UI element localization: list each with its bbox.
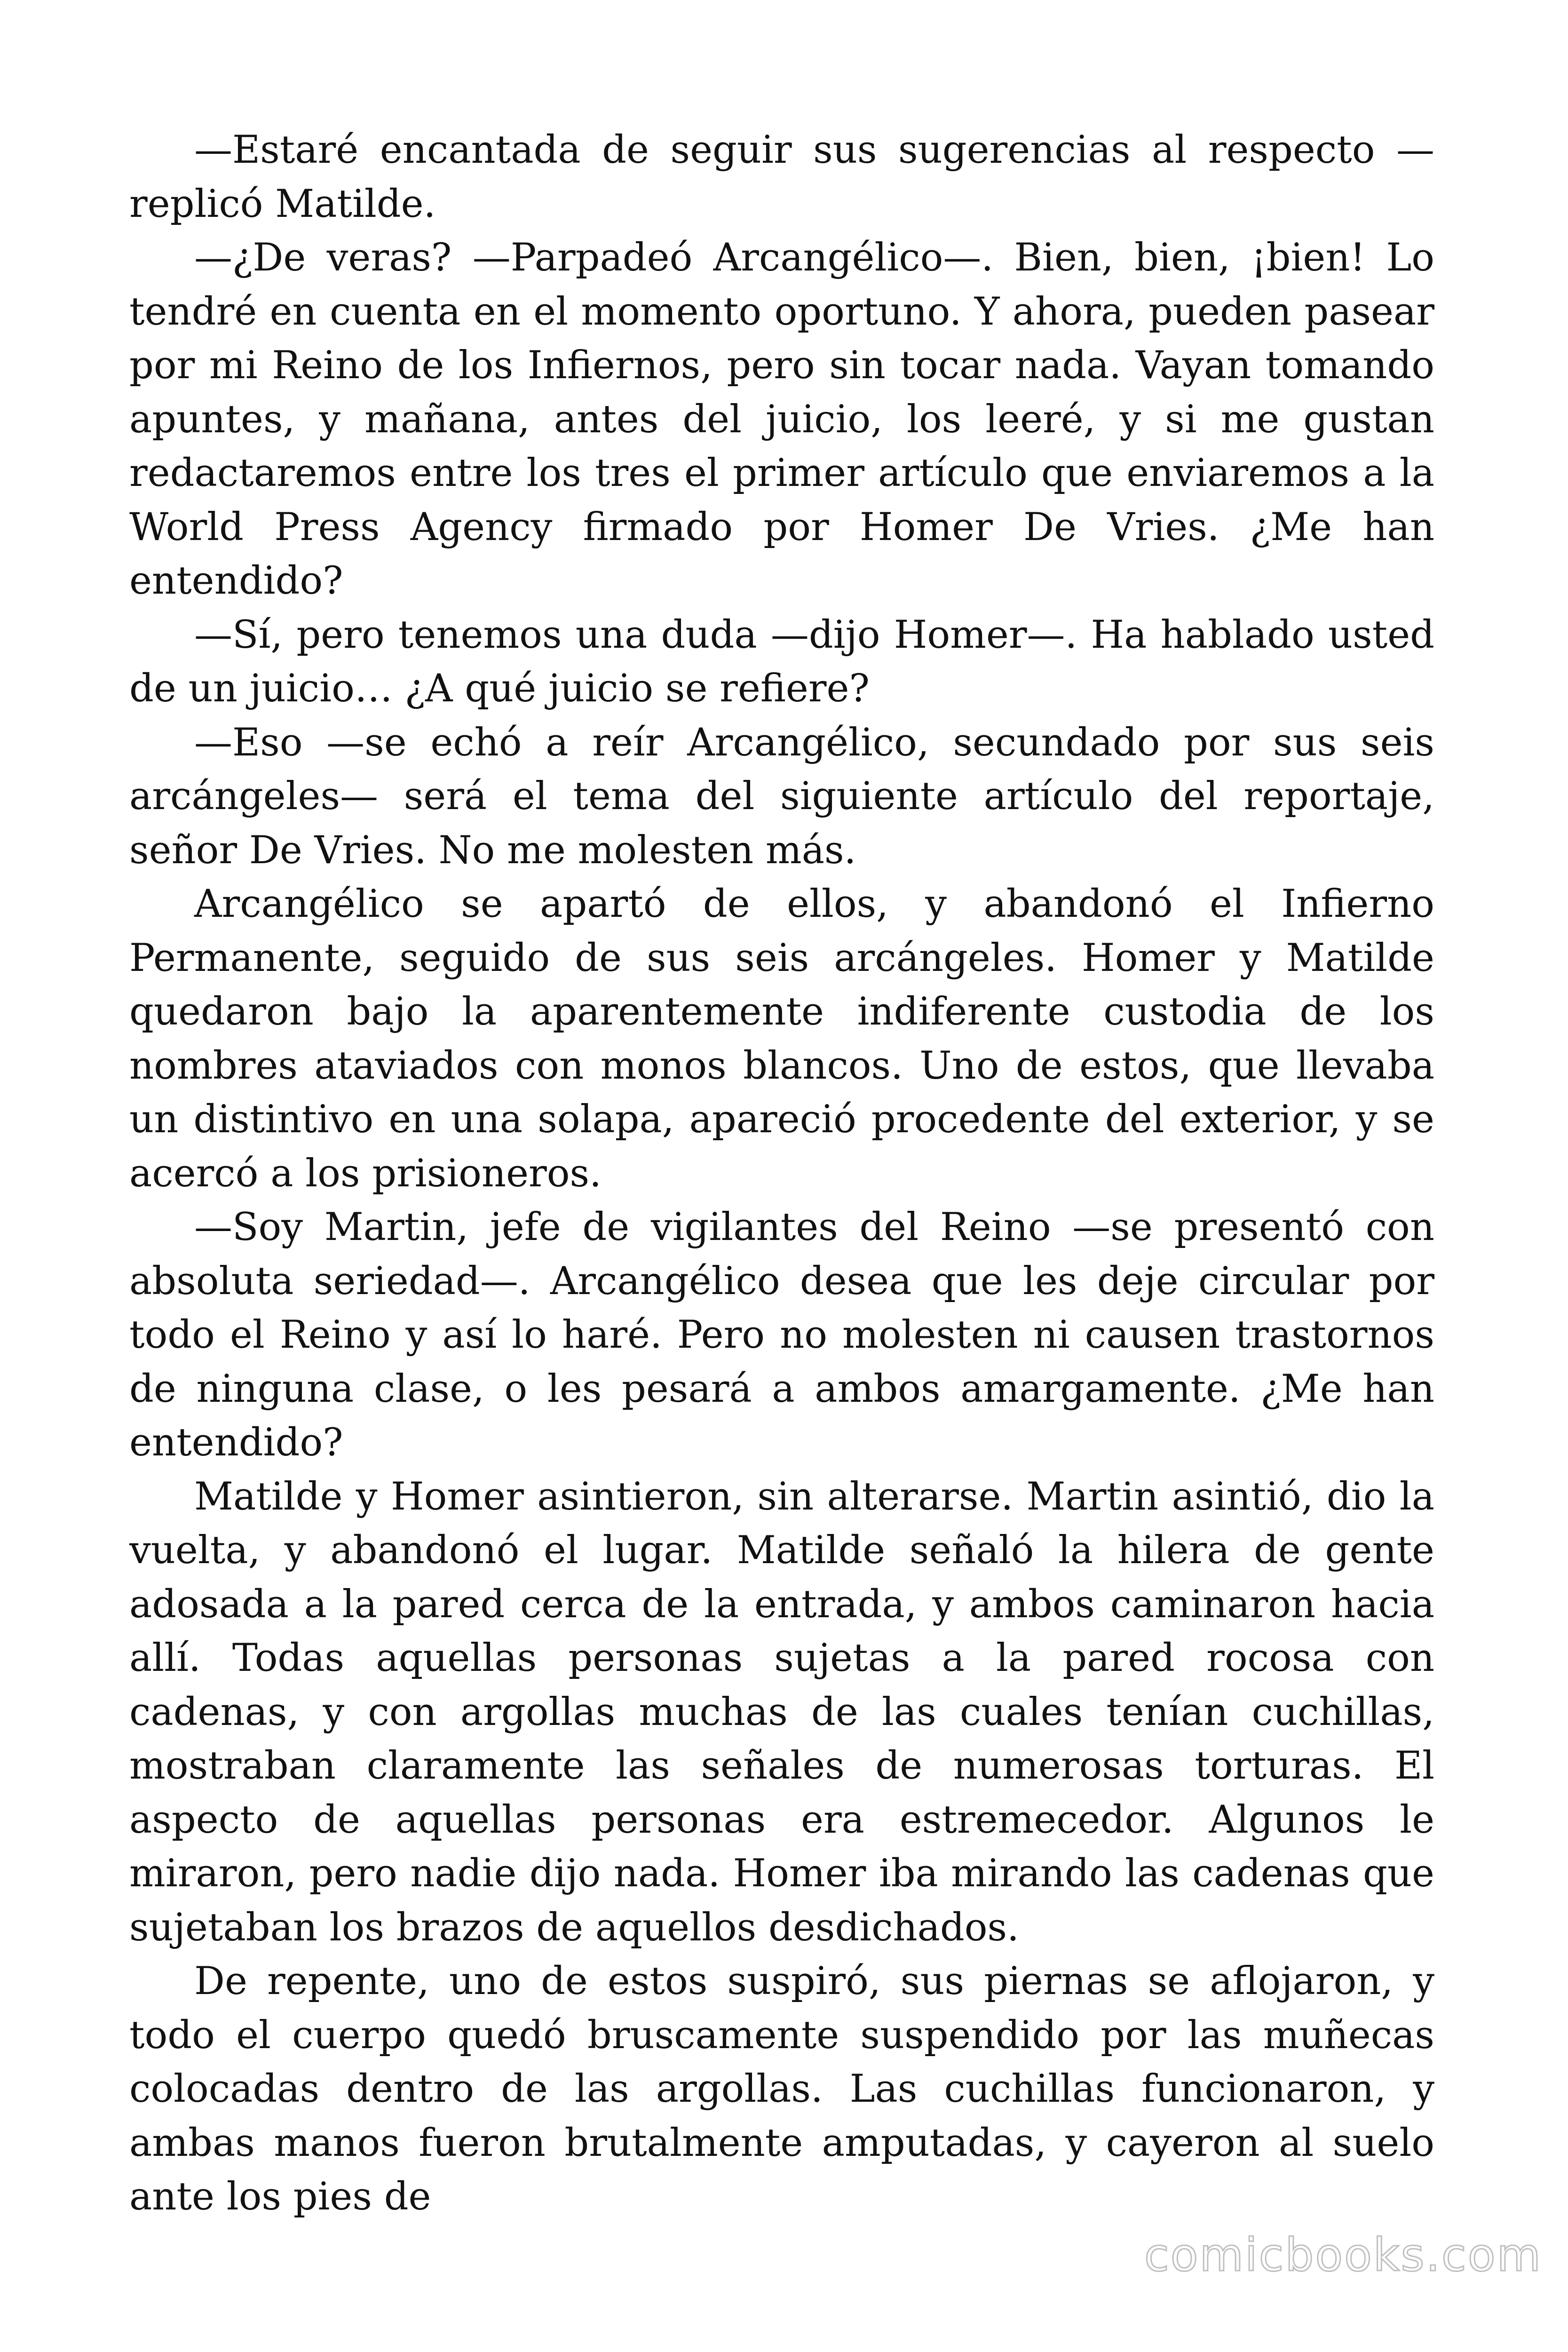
paragraph: —¿De veras? —Parpadeó Arcangélico—. Bien, bien, ¡bien! Lo tendré en cuenta en el momento oportuno. Y ahora, pueden pasear por mi Reino de los Infiernos, pero sin tocar nada. Vayan tomando apuntes, y mañana, antes del juicio, los leeré, y si me gustan redactaremos entre los tres el primer artículo que enviaremos a la World Press Agency firmado por Homer De Vries. ¿Me han entendido? xyxy=(129,236,1434,603)
paragraph: Arcangélico se apartó de ellos, y abandonó el Infierno Permanente, seguido de sus seis arcángeles. Homer y Matilde quedaron bajo la aparentemente indiferente custodia de los nombres ataviados con monos blancos. Uno de estos, que llevaba un distintivo en una solapa, apareció procedente del exterior, y se acercó a los prisioneros. xyxy=(129,882,1434,1196)
body-text xyxy=(129,123,1434,2224)
paragraph: —Estaré encantada de seguir sus sugerencias al respecto —replicó Matilde. xyxy=(129,128,1434,226)
paragraph: De repente, uno de estos suspiró, sus piernas se aflojaron, y todo el cuerpo quedó bruscamente suspendido por las muñecas colocadas dentro de las argollas. Las cuchillas funcionaron, y ambas manos fueron brutalmente amputadas, y cayeron al suelo ante los pies de xyxy=(129,1959,1434,2219)
paragraph: —Sí, pero tenemos una duda —dijo Homer—. Ha hablado usted de un juicio… ¿A qué juicio se refiere? xyxy=(129,612,1434,711)
paragraph: —Eso —se echó a reír Arcangélico, secundado por sus seis arcángeles— será el tema del siguiente artículo del reportaje, señor De Vries. No me molesten más. xyxy=(129,720,1434,873)
paragraph: Matilde y Homer asintieron, sin alterarse. Martin asintió, dio la vuelta, y abandonó el lugar. Matilde señaló la hilera de gente adosada a la pared cerca de la entrada, y ambos caminaron hacia allí. Todas aquellas personas sujetas a la pared rocosa con cadenas, y con argollas muchas de las cuales tenían cuchillas, mostraban claramente las señales de numerosas torturas. El aspecto de aquellas personas era estremecedor. Algunos le miraron, pero nadie dijo nada. Homer iba mirando las cadenas que sujetaban los brazos de aquellos desdichados. xyxy=(129,1474,1434,1950)
paragraph: —Soy Martin, jefe de vigilantes del Reino —se presentó con absoluta seriedad—. Arcangélico desea que les deje circular por todo el Reino y así lo haré. Pero no molesten ni causen trastornos de ninguna clase, o les pesará a ambos amargamente. ¿Me han entendido? xyxy=(129,1205,1434,1465)
watermark: comicbooks.com xyxy=(1144,2229,1542,2281)
